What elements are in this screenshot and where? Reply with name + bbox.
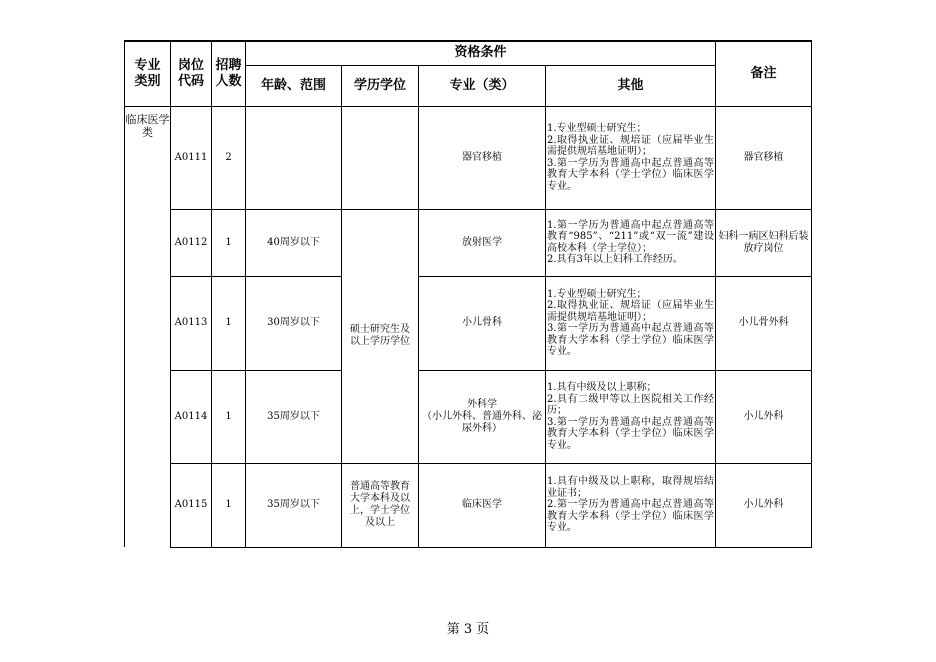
header-note: 备注 (716, 41, 812, 106)
header-age: 年龄、范围 (246, 65, 342, 106)
note-cell: 妇科一病区妇科后装放疗岗位 (716, 209, 812, 276)
count-cell: 1 (212, 463, 246, 547)
note-cell: 小儿外科 (716, 370, 812, 463)
note-cell: 小儿骨外科 (716, 276, 812, 370)
major-cell: 放射医学 (419, 209, 546, 276)
page-number: 第 3 页 (446, 622, 490, 637)
note-cell: 小儿外科 (716, 463, 812, 547)
header-other: 其他 (546, 65, 716, 106)
code-cell: A0115 (171, 463, 212, 547)
other-cell: 1.第一学历为普通高中起点普通高等教育“985”、“211”或“双一流”建设高校本科（学士学位）； 2.具有3年以上妇科工作经历。 (546, 209, 716, 276)
degree-cell: 普通高等教育大学本科及以上，学士学位及以上 (342, 463, 419, 547)
header-category: 专业 类别 (125, 41, 171, 106)
age-cell: 35周岁以下 (246, 370, 342, 463)
header-count: 招聘 人数 (212, 41, 246, 106)
code-cell: A0112 (171, 209, 212, 276)
age-cell: 40周岁以下 (246, 209, 342, 276)
recruitment-table (124, 40, 812, 548)
table-row (125, 463, 812, 547)
code-cell: A0114 (171, 370, 212, 463)
header-major: 专业（类） (419, 65, 546, 106)
other-cell: 1.专业型硕士研究生； 2.取得执业证、规培证（应届毕业生需提供规培基地证明）； 3.第一学历为普通高中起点普通高等教育大学本科（学士学位）临床医学专业。 (546, 276, 716, 370)
header-qualification: 资格条件 (246, 41, 716, 65)
count-cell: 1 (212, 209, 246, 276)
code-cell: A0113 (171, 276, 212, 370)
table-row (125, 370, 812, 463)
major-cell: 小儿骨科 (419, 276, 546, 370)
degree-cell (342, 106, 419, 209)
other-cell: 1.具有中级及以上职称，取得规培结业证书； 2.第一学历为普通高中起点普通高等教育大学本科（学士学位）临床医学专业。 (546, 463, 716, 547)
code-cell: A0111 (171, 106, 212, 209)
category-cell: 临床医学类 (125, 106, 171, 547)
other-cell: 1.具有中级及以上职称； 2.具有二级甲等以上医院相关工作经历； 3.第一学历为普通高中起点普通高等教育大学本科（学士学位）临床医学专业。 (546, 370, 716, 463)
major-cell: 器官移植 (419, 106, 546, 209)
table-row (125, 209, 812, 276)
count-cell: 1 (212, 370, 246, 463)
count-cell: 2 (212, 106, 246, 209)
other-cell: 1.专业型硕士研究生； 2.取得执业证、规培证（应届毕业生需提供规培基地证明）； 3.第一学历为普通高中起点普通高等教育大学本科（学士学位）临床医学专业。 (546, 106, 716, 209)
major-cell: 临床医学 (419, 463, 546, 547)
header-code: 岗位 代码 (171, 41, 212, 106)
age-cell (246, 106, 342, 209)
note-cell: 器官移植 (716, 106, 812, 209)
age-cell: 35周岁以下 (246, 463, 342, 547)
age-cell: 30周岁以下 (246, 276, 342, 370)
table-row (125, 106, 812, 209)
header-degree: 学历学位 (342, 65, 419, 106)
table-row (125, 276, 812, 370)
major-cell: 外科学 （小儿外科、普通外科、泌尿外科） (419, 370, 546, 463)
count-cell: 1 (212, 276, 246, 370)
degree-merged-cell: 硕士研究生及以上学历学位 (342, 209, 419, 463)
